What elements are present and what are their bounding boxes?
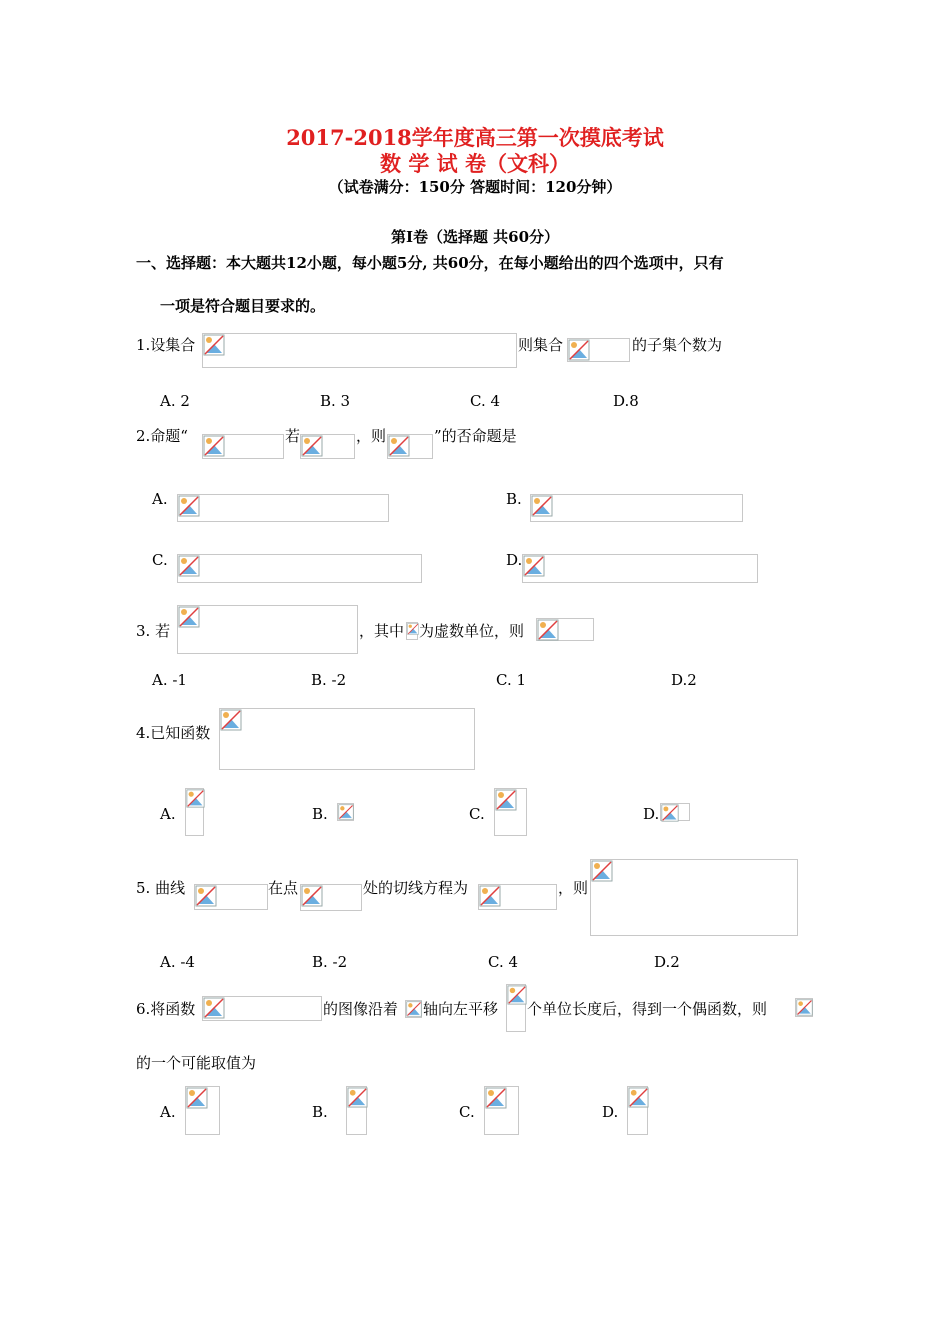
formula-image [177, 554, 422, 583]
broken-image-icon [568, 339, 590, 361]
q6-text: 轴向左平移 [423, 1000, 499, 1018]
q5-text: 在点 [268, 879, 299, 897]
broken-image-icon [523, 555, 545, 577]
q2-option-a: A. [152, 490, 168, 508]
q2-text: 2.命题“ [136, 427, 188, 445]
q5-option-c: C. 4 [488, 953, 519, 971]
formula-image [337, 803, 354, 821]
formula-image [660, 803, 690, 821]
broken-image-icon [186, 789, 205, 808]
formula-image [536, 618, 594, 641]
formula-image [202, 333, 517, 368]
formula-image [590, 859, 798, 936]
broken-image-icon [301, 435, 323, 457]
q5-option-a: A. -4 [160, 953, 195, 971]
formula-image [506, 984, 526, 1032]
q4-text: 4.已知函数 [136, 724, 211, 742]
formula-image [530, 494, 743, 522]
q2-text: ，则 [356, 427, 387, 445]
formula-image [202, 996, 322, 1021]
q2-option-c: C. [152, 551, 168, 569]
q5-text: ，则 [558, 879, 589, 897]
formula-image [194, 884, 268, 910]
q6-text: 的图像沿着 [323, 1000, 399, 1018]
formula-image [387, 434, 433, 459]
q6-text: 个单位长度后，得到一个偶函数，则 [527, 1000, 768, 1018]
formula-image [300, 884, 362, 911]
q6-text: 6.将函数 [136, 1000, 196, 1018]
q4-option-c: C. [469, 805, 485, 823]
formula-image [494, 788, 527, 836]
formula-image [202, 434, 284, 459]
q2-option-b: B. [506, 490, 522, 508]
broken-image-icon [661, 804, 679, 822]
broken-image-icon [186, 1087, 208, 1109]
section-intro-cont: 一项是符合题目要求的。 [160, 297, 326, 315]
exam-title: 2017-2018学年度高三第一次摸底考试 [286, 125, 664, 150]
q3-option-a: A. -1 [152, 671, 187, 689]
q1-text: 1.设集合 [136, 336, 196, 354]
q1-option-d: D.8 [613, 392, 639, 410]
broken-image-icon [507, 985, 527, 1005]
q2-text: 若 [285, 427, 301, 445]
q4-option-a: A. [160, 805, 176, 823]
q5-text: 5. 曲线 [136, 879, 186, 897]
formula-image [406, 622, 418, 640]
formula-image [795, 998, 813, 1017]
formula-image [185, 788, 204, 836]
q4-option-b: B. [312, 805, 328, 823]
section-intro: 一、选择题：本大题共12小题，每小题5分, 共60分，在每小题给出的四个选项中，只有 [136, 254, 724, 272]
q6-option-d: D. [602, 1103, 619, 1121]
broken-image-icon [178, 606, 200, 628]
q6-option-c: C. [459, 1103, 475, 1121]
q6-text: 的一个可能取值为 [136, 1054, 257, 1072]
broken-image-icon [203, 334, 225, 356]
broken-image-icon [495, 789, 517, 811]
broken-image-icon [407, 623, 419, 635]
broken-image-icon [485, 1087, 507, 1109]
formula-image [484, 1086, 519, 1135]
broken-image-icon [301, 885, 323, 907]
formula-image [177, 494, 389, 522]
formula-image [185, 1086, 220, 1135]
formula-image [567, 338, 630, 362]
q1-option-a: A. 2 [160, 392, 190, 410]
q4-option-d: D. [643, 805, 660, 823]
formula-image [522, 554, 758, 583]
broken-image-icon [406, 1001, 422, 1017]
q5-option-b: B. -2 [312, 953, 348, 971]
broken-image-icon [220, 709, 242, 731]
broken-image-icon [796, 999, 813, 1016]
formula-image [300, 434, 355, 459]
q1-option-c: C. 4 [470, 392, 501, 410]
broken-image-icon [531, 495, 553, 517]
broken-image-icon [178, 555, 200, 577]
broken-image-icon [591, 860, 613, 882]
formula-image [478, 884, 557, 910]
broken-image-icon [628, 1087, 649, 1108]
exam-subject: 数 学 试 卷（文科） [380, 151, 570, 176]
q1-text: 则集合 [518, 336, 564, 354]
broken-image-icon [178, 495, 200, 517]
formula-image [346, 1086, 367, 1135]
q3-option-c: C. 1 [496, 671, 527, 689]
broken-image-icon [203, 435, 225, 457]
exam-info: （试卷满分：150分 答题时间：120分钟） [328, 178, 622, 196]
q3-text: 为虚数单位，则 [419, 622, 525, 640]
q1-option-b: B. 3 [320, 392, 351, 410]
q5-text: 处的切线方程为 [363, 879, 469, 897]
q2-text: ”的否命题是 [434, 427, 517, 445]
broken-image-icon [479, 885, 501, 907]
broken-image-icon [203, 997, 225, 1019]
q3-option-b: B. -2 [311, 671, 347, 689]
part-title: 第Ⅰ卷（选择题 共60分） [390, 228, 560, 246]
formula-image [627, 1086, 648, 1135]
q6-option-a: A. [160, 1103, 176, 1121]
formula-image [405, 1000, 422, 1018]
broken-image-icon [388, 435, 410, 457]
q2-option-d: D. [506, 551, 523, 569]
broken-image-icon [347, 1087, 368, 1108]
q6-option-b: B. [312, 1103, 328, 1121]
formula-image [219, 708, 475, 770]
q5-option-d: D.2 [654, 953, 680, 971]
broken-image-icon [195, 885, 217, 907]
q3-text: 3. 若 [136, 622, 171, 640]
broken-image-icon [537, 619, 559, 641]
q3-text: ，其中 [359, 622, 405, 640]
formula-image [177, 605, 358, 654]
broken-image-icon [338, 804, 354, 820]
q3-option-d: D.2 [671, 671, 697, 689]
q1-text: 的子集个数为 [632, 336, 723, 354]
